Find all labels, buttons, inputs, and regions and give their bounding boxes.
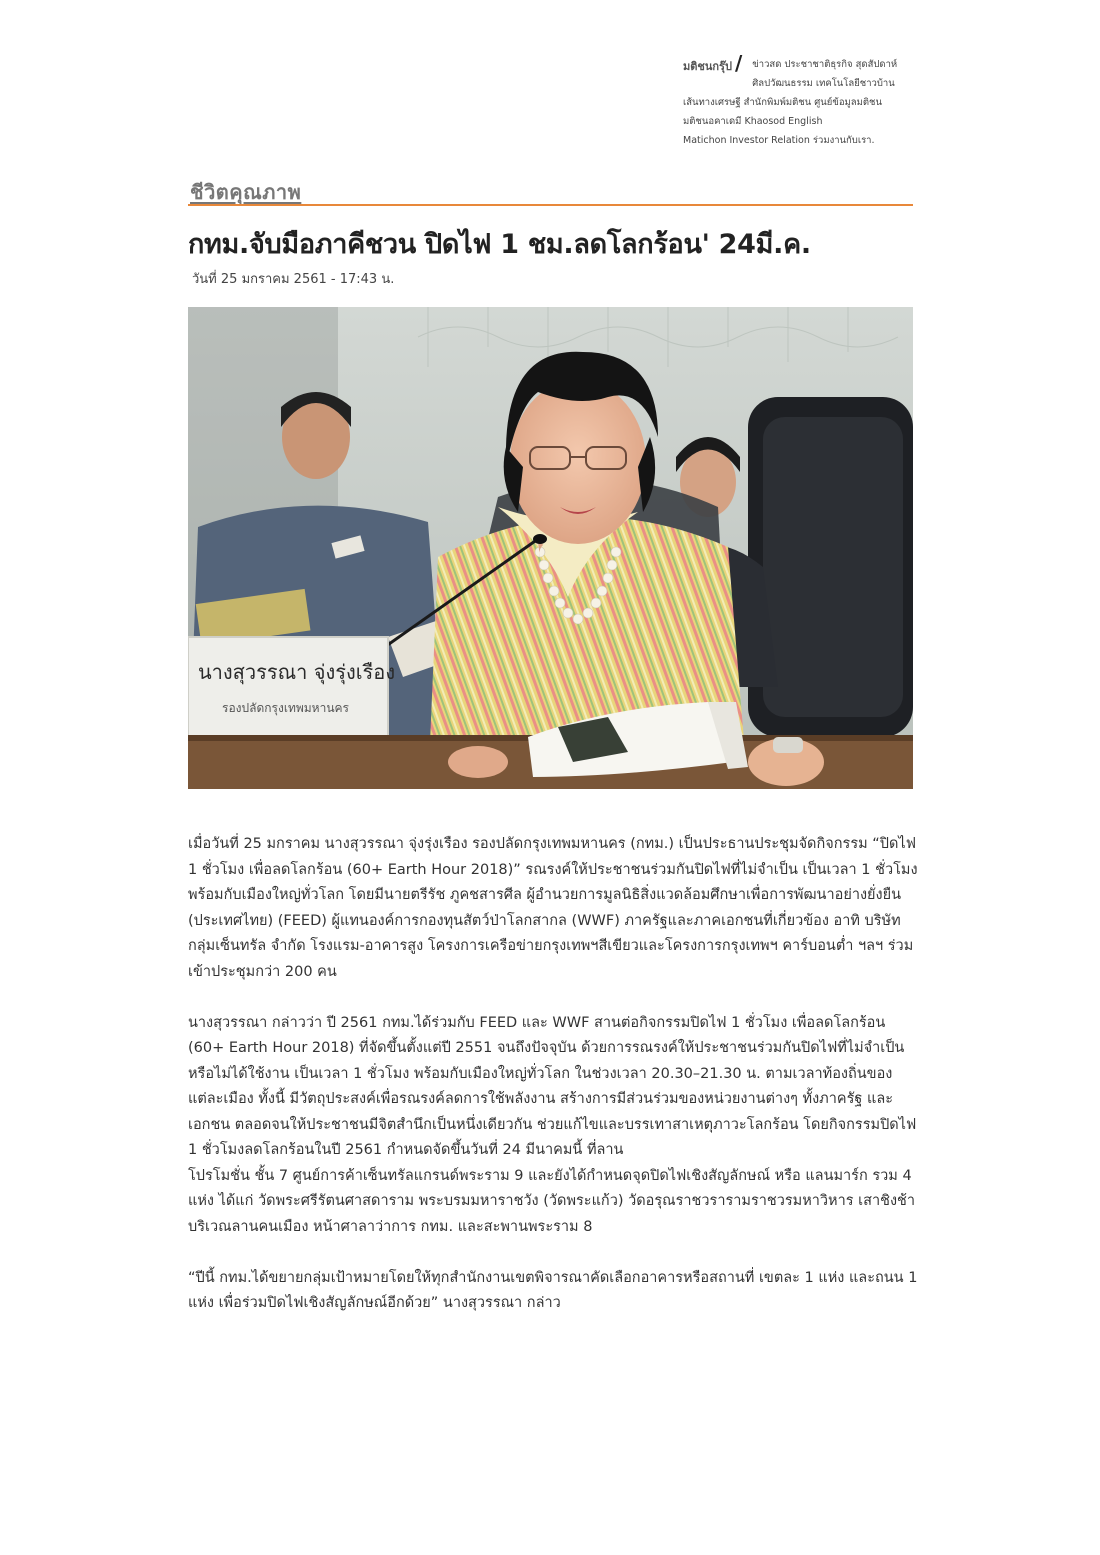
masthead-links-line-3[interactable]: เส้นทางเศรษฐี สำนักพิมพ์มติชน ศูนย์ข้อมูลมติชน xyxy=(683,97,882,108)
article-headline: กทม.จับมือภาคีชวน ปิดไฟ 1 ชม.ลดโลกร้อน' 24มี.ค. xyxy=(188,229,811,260)
article-paragraph: โปรโมชั่น ชั้น 7 ศูนย์การค้าเซ็นทรัลแกรนด์พระราม 9 และยังได้กำหนดจุดปิดไฟเชิงสัญลักษณ์ หรือ แลนมาร์ก รวม 4 แห่ง ได้แก่ วัดพระศรีรัตนศาสดาราม พระบรมมหาราชวัง (วัดพระแก้ว) วัดอรุณราชวรารามราชวรมหาวิหาร เสาชิงช้า บริเวณลานคนเมือง หน้าศาลาว่าการ กทม. และสะพานพระราม 8 xyxy=(188,1167,916,1235)
article-paragraph: เมื่อวันที่ 25 มกราคม นางสุวรรณา จุ่งรุ่งเรือง รองปลัดกรุงเทพมหานคร (กทม.) เป็นประธานประชุมจัดกิจกรรม “ปิดไฟ 1 ชั่วโมง เพื่อลดโลกร้อน (60+ Earth Hour 2018)” รณรงค์ให้ประชาชนร่วมกันปิดไฟที่ไม่จำเป็น เป็นเวลา 1 ชั่วโมง พร้อมกับเมืองใหญ่ทั่วโลก โดยมีนายตรีรัช ภูคชสารศีล ผู้อำนวยการมูลนิธิสิ่งแวดล้อมศึกษาเพื่อการพัฒนาอย่างยั่งยืน (ประเทศไทย) (FEED) ผู้แทนองค์การกองทุนสัตว์ป่าโลกสากล (WWF) ภาครัฐและภาคเอกชนที่เกี่ยวข้อง อาทิ บริษัท กลุ่มเซ็นทรัล จำกัด โรงแรม-อาคารสูง โครงการเครือข่ายกรุงเทพฯสีเขียวและโครงการกรุงเทพฯ คาร์บอนต่ำ ฯลฯ ร่วมเข้าประชุมกว่า 200 คน xyxy=(188,836,918,980)
meeting-photo-illustration xyxy=(188,307,913,789)
article-dateline: วันที่ 25 มกราคม 2561 - 17:43 น. xyxy=(192,272,395,287)
masthead-links-line-4[interactable]: มติชนอคาเดมี Khaosod English xyxy=(683,116,823,127)
section-label[interactable]: ชีวิตคุณภาพ xyxy=(190,180,302,204)
article-paragraph: “ปีนี้ กทม.ได้ขยายกลุ่มเป้าหมายโดยให้ทุกสำนักงานเขตพิจารณาคัดเลือกอาคารหรือสถานที่ เขตละ 1 แห่ง และถนน 1 แห่ง เพื่อร่วมปิดไฟเชิงสัญลักษณ์อีกด้วย” นางสุวรรณา กล่าว xyxy=(188,1269,918,1311)
nameplate-title: รองปลัดกรุงเทพมหานคร xyxy=(222,701,350,715)
matichon-group-logo[interactable]: มติชนกรุ๊ป xyxy=(683,60,732,73)
article-body xyxy=(188,832,918,1342)
article-photo xyxy=(188,307,913,789)
masthead-links-line-2[interactable]: ศิลปวัฒนธรรม เทคโนโลยีชาวบ้าน xyxy=(752,78,895,89)
masthead xyxy=(683,51,923,150)
article-paragraph: นางสุวรรณา กล่าวว่า ปี 2561 กทม.ได้ร่วมกับ FEED และ WWF สานต่อกิจกรรมปิดไฟ 1 ชั่วโมง เพื่อลดโลกร้อน (60+ Earth Hour 2018) ที่จัดขึ้นตั้งแต่ปี 2551 จนถึงปัจจุบัน ด้วยการรณรงค์ให้ประชาชนร่วมกันปิดไฟที่ไม่จำเป็นหรือไม่ได้ใช้งาน เป็นเวลา 1 ชั่วโมง พร้อมกับเมืองใหญ่ทั่วโลก ในช่วงเวลา 20.30–21.30 น. ตามเวลาท้องถิ่นของแต่ละเมือง ทั้งนี้ มีวัตถุประสงค์เพื่อรณรงค์ลดการใช้พลังงาน สร้างการมีส่วนร่วมของหน่วยงานต่างๆ ทั้งภาครัฐ และเอกชน ตลอดจนให้ประชาชนมีจิตสำนึกเป็นหนึ่งเดียวกัน ช่วยแก้ไขและบรรเทาสาเหตุภาวะโลกร้อน โดยกิจกรรมปิดไฟ 1 ชั่วโมงลดโลกร้อนในปี 2561 กำหนดจัดขึ้นวันที่ 24 มีนาคมนี้ ที่ลาน xyxy=(188,1014,917,1158)
logo-slash-mark: / xyxy=(734,51,743,75)
masthead-links-line-1[interactable]: ข่าวสด ประชาชาติธุรกิจ สุดสัปดาห์ xyxy=(752,59,898,70)
nameplate-name: นางสุวรรณา จุ่งรุ่งเรือง xyxy=(198,660,396,684)
section-divider xyxy=(188,204,913,206)
masthead-links-line-5[interactable]: Matichon Investor Relation ร่วมงานกับเรา. xyxy=(683,135,875,146)
